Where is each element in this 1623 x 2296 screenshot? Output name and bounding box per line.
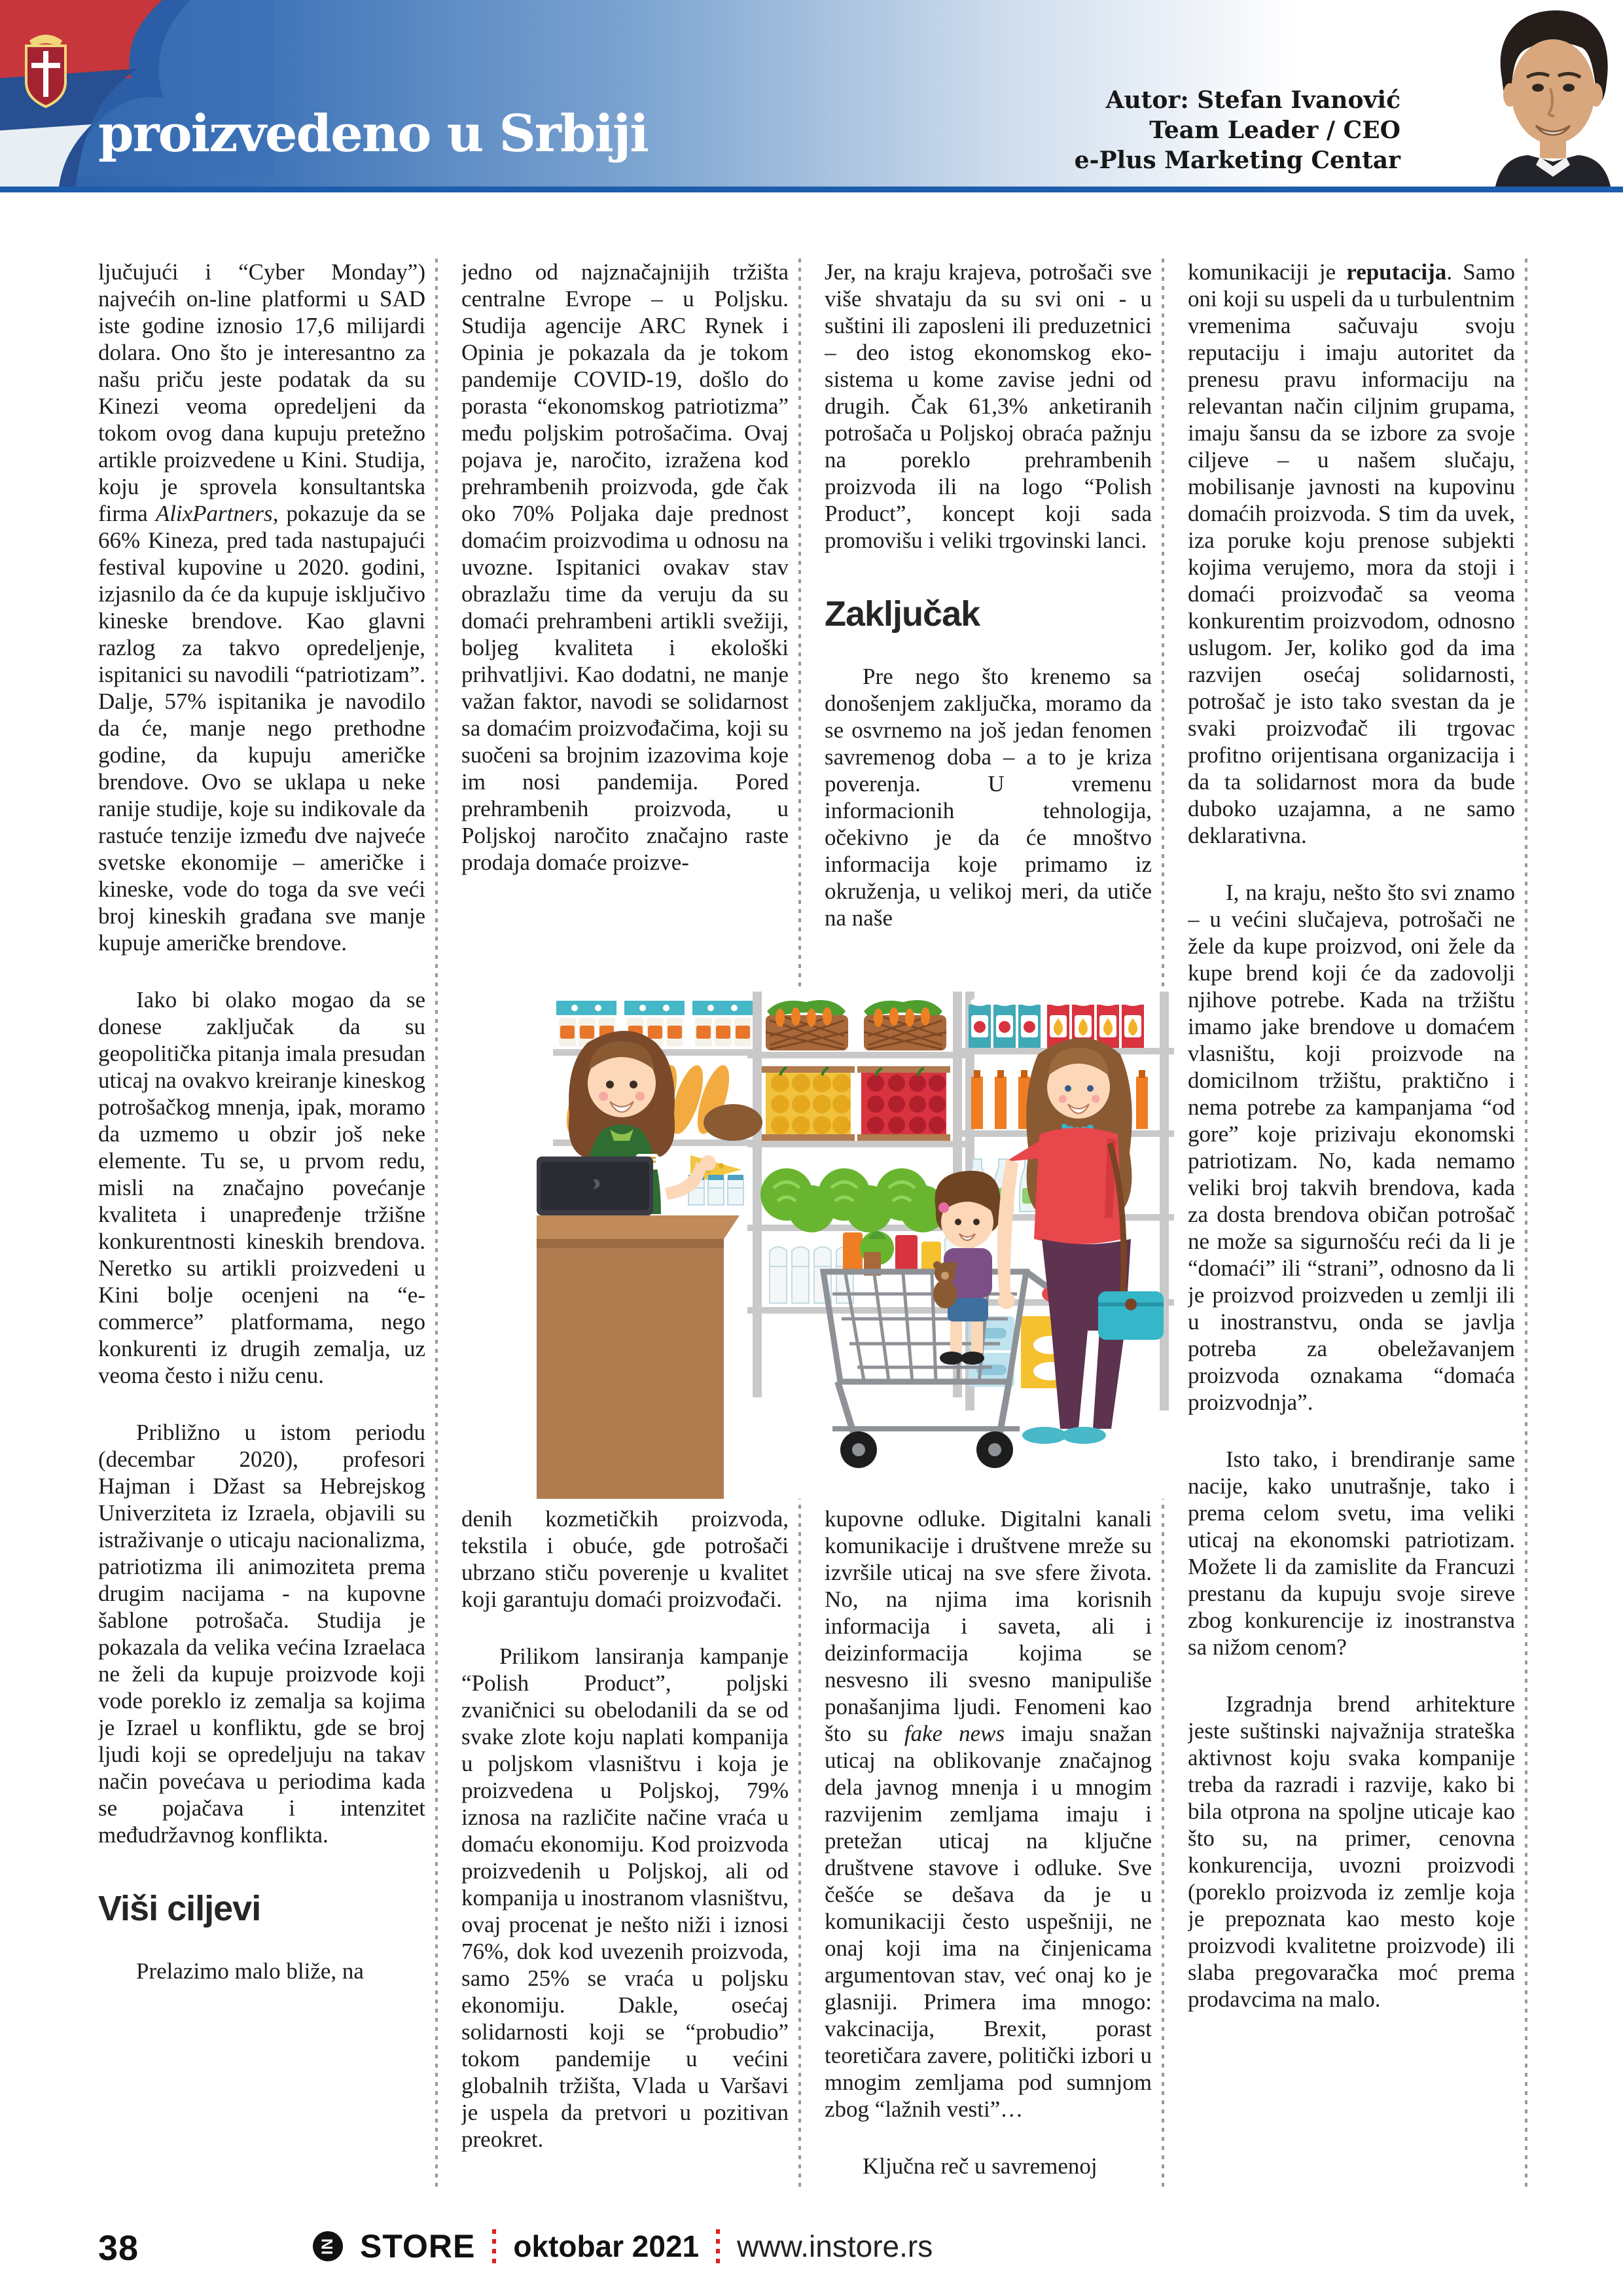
text-column-1 <box>98 259 425 2189</box>
paragraph: Pre nego što krenemo sa donošenjem zaključka, moramo da se osvrnemo na još jedan fenomen savremenog doba – a to je kriza poverenja. U vremenu informacionih tehnologija, očekivno je da će mnoštvo informacija koje primamo iz okruženja, u velikoj meri, da utiče na naše <box>825 663 1152 931</box>
supermarket-illustration <box>537 992 1175 1499</box>
text-column-3-bottom <box>825 1505 1152 2189</box>
paragraph: ljučujući i “Cyber Monday”) najvećih on-line platformi u SAD iste godine iznosio 17,6 milijardi dolara. Ono što je interesantno za našu priču jeste podatak da su Kinezi veoma opredeljeni da tokom ovog dana kupuju pretežno artikle proizvedene u Kini. Studija, koju je sprovela konsultantska firma AlixPartners, pokazuje da se 66% Kineza, pred tada nastupajući festival kupovine u 2020. godini, izjasnilo da će da kupuje isključivo kineske brendove. Kao glavni razlog za takvo opredeljenje, ispitanici su navodili “patriotizam”. Dalje, 57% ispitanika je navodilo da će, manje nego prethodne godine, da kupuju američke brendove. Ovo se uklapa u neke ranije studije, koje su indikovale da rastuće tenzije između dve najveće svetske ekonomije – američke i kineske, vode do toga da sve veći broj kineskih građana sve manje kupuje američke brendove. <box>98 259 425 956</box>
column-divider <box>435 259 438 2189</box>
coat-of-arms <box>26 35 65 107</box>
paragraph: komunikaciji je reputacija. Samo oni koji su uspeli da u turbulentnim vremenima sačuvaju svoju reputaciju i imaju autoritet da prenesu pravu informaciju na relevantan način ciljnim grupama, imaju šansu da se izbore za svoje ciljeve – u našem slučaju, mobilisanje javnosti na kupovinu domaćih proizvoda. S tim da uvek, iza poruke koju prenose subjekti kojima verujemo, mora da stoji i domaći proizvođač sa veoma konkurentim proizvodom, odnosno uslugom. Jer, koliko god da ima razvijen osećaj solidarnosti, potrošač je isto tako svestan da je svaki proizvođač ili trgovac profitno orijentisana organizacija i da ta solidarnost mora da bude duboko uzajamna, a ne samo deklarativna. <box>1188 259 1515 848</box>
footer-dot-separator <box>716 2229 720 2263</box>
author-block <box>1075 85 1400 175</box>
section-heading: Zaključak <box>825 594 980 634</box>
paragraph: Prilikom lansiranja kampanje “Polish Product”, poljski zvaničnici su obelodanili da se od svake zlote koju naplati kompanija u poljskom vlasništvu i koja je proizvedena u Poljskoj, 79% iznosa na različite načine vraća u domaću ekonomiju. Kod proizvoda proizvedenih u Poljskoj, ali od kompanija u inostranom vlasništvu, ovaj procenat je nešto niži i iznosi 76%, dok kod uvezenih proizvoda, samo 25% se vraća u poljsku ekonomiju. Dakle, osećaj solidarnosti koji se “probudio” tokom pandemije u većini globalnih tržišta, Vlada u Varšavi je uspela da pretvori u pozitivan preokret. <box>461 1643 789 2152</box>
section-heading: Viši ciljevi <box>98 1889 261 1928</box>
website-link[interactable]: www.instore.rs <box>737 2229 933 2263</box>
paragraph: I, na kraju, nešto što svi znamo – u većini slučajeva, potrošači ne žele da kupe proizvod, oni žele da kupe brend koji će da zadovolji njihove potrebe. Kada na tržištu imamo jake brendove u domaćem vlasništu, koji proizvode na domicilnom tržištu, praktično i nema potrebe za kampanjama “od gore” koje prizivaju ekonomski patriotizam. No, kada nemamo veliki broj takvih brendova, kada za dosta brendova običan potrošač ne može sa sigurnošću reći da li je “domaći” ili “strani”, odnosno da li je proizvod proizveden u zemlji ili u inostranstvu, onda se javlja potreba za obeležavanjem proizvoda oznakama “domaća proizvodnja”. <box>1188 880 1515 1415</box>
paragraph: Približno u istom periodu (decembar 2020), profesori Hajman i Džast sa Hebrejskog Univerziteta iz Izraela, objavili su istraživanje o uticaju nacionalizma, patriotizma ili animoziteta prema drugim nacijama - na kupovne šablone potrošača. Studija je pokazala da velika većina Izraelaca ne želi da kupuje proizvode koji vode poreklo iz zemalja sa kojima je Izrael u konfliktu, gde se broj ljudi koji se opredeljuju na takav način povećava u periodima kada se pojačava i intenzitet međudržavnog konflikta. <box>98 1420 425 1848</box>
text-column-2-bottom <box>461 1505 789 2189</box>
author-company: e-Plus Marketing Centar <box>1074 147 1400 174</box>
shelf-apple-cartons <box>969 998 1041 1048</box>
paragraph: Ključna reč u savremenoj <box>863 2153 1097 2179</box>
author-role: Team Leader / CEO <box>1149 117 1400 144</box>
page-number: 38 <box>98 2229 139 2268</box>
header-divider-rule <box>0 187 1623 192</box>
teddy-bear <box>933 1261 957 1308</box>
author-portrait <box>1482 0 1623 187</box>
footer-dot-separator <box>492 2229 496 2263</box>
author-name: Autor: Stefan Ivanović <box>1105 86 1400 114</box>
page-footer <box>0 2220 1623 2272</box>
text-column-3-top <box>825 259 1152 992</box>
page-title: proizvedeno u Srbiji <box>98 104 648 164</box>
paragraph: kupovne odluke. Digitalni kanali komunikacije i društvene mreže su izvršile uticaj na sve sfere života. No, na njima ima korisnih informacija i saveta, ali i deizinformacija kojima se nesvesno ili svesno manipuliše ponašanjima ljudi. Fenomeni kao što su fake news imaju snažan uticaj na oblikovanje značajnog dela javnog mnenja i u mnogim razvijenim zemljama imaju i pretežan uticaj na ključne društvene stavove i odluke. Sve češće se dešava da je u komunikaciji često uspešniji, ne onaj koji ima na činjenicama argumentovan stav, već onaj ko je glasniji. Primera ima mnogo: vakcinacija, Brexit, porast teoretičara zavere, politički izbori u mnogim zemljama pod sumnjom zbog “lažnih vesti”… <box>825 1506 1152 2122</box>
paragraph: Isto tako, i brendiranje same nacije, kako unutrašnje, tako i prema celom svetu, ima veliki uticaj na ekonomski patriotizam. Možete li da zamislite da Francuzi prestanu da kupuju svoje sireve zbog konkurencije iz inostranstva sa nižom cenom? <box>1188 1446 1515 1660</box>
paragraph: denih kozmetičkih proizvoda, tekstila i obuće, gde potrošači ubrzano stiču poverenje u kvalitet koji garantuju domaći proizvođači. <box>461 1506 789 1612</box>
instore-logo-icon: IN <box>313 2231 343 2261</box>
shelf-yogurt-row <box>556 1001 753 1047</box>
paragraph: Izgradnja brend arhitekture jeste suštinski najvažnija strateška aktivnost koju svaka kompanije treba da razradi i razvije, kako bi bila otprona na spoljne uticaje kao što su, na primer, cenovna konkurencija, uvozni proizvodi (poreklo proizvoda iz zemlje koja je prepoznata kao mesto koje proizvodi kvalitetne proizvode) ili slaba pregovaračka moć prema prodavcima na malo. <box>1188 1691 1515 2012</box>
paragraph: Prelazimo malo bliže, na <box>136 1958 364 1984</box>
paragraph: Jer, na kraju krajeva, potrošači sve više shvataju da su svi oni - u suštini ili zaposleni ili preduzetnici – deo istog ekonomskog eko-sistema u kome zavise jedni od drugih. Čak 61,3% anketiranih potrošača u Poljskoj obraća pažnju na poreklo prehrambenih proizvoda ili na logo “Polish Product”, koncept koji sada promovišu i veliki trgovinski lanci. <box>825 259 1152 553</box>
store-wordmark: STORE <box>360 2228 476 2265</box>
text-column-2-top <box>461 259 789 992</box>
paragraph: Iako bi olako mogao da se donese zaključak da su geopolitička pitanja imala presudan uticaj na ovakvo kreiranje kineskog potrošačkog mnenja, ipak, moramo da uzmemo u obzir još neke elemente. Tu se, u prvom redu, misli na značajno povećanje kvaliteta i unapređenje tržišne konkurentnosti kineskih brendova. Neretko su artikli proizvedeni u Kini bolje ocenjeni na “e-commerce” platformama, nego konkurenti iz drugih zemalja, uz veoma često i nižu cenu. <box>98 987 425 1388</box>
page-header <box>0 0 1623 187</box>
paragraph: jedno od najznačajnijih tržišta centralne Evrope – u Poljsku. Studija agencije ARC Rynek i Opinia je pokazala da je tokom pandemije COVID-19, došlo do porasta “ekonomskog patriotizma” među poljskim potrošačima. Ovaj pojava je, naročito, izražena kod prehrambenih proizvoda, gde čak oko 70% Poljaka daje prednost domaćim proizvodima u odnosu na uvozne. Ispitanici ovakav stav obrazlažu time da veruju da su domaći prehrambeni artikli svežiji, boljeg kvaliteta i ekološki prihvatljivi. Kao dodatni, ne manje važan faktor, navodi se solidarnost sa domaćim proizvođačima, koji su suočeni sa brojnim izazovima koje im nosi pandemija. Pored prehrambenih proizvoda, u Poljskoj naročito značajno raste prodaja domaće proizve- <box>461 259 789 875</box>
column-divider <box>1525 259 1527 2189</box>
text-column-4 <box>1188 259 1515 2189</box>
issue-date: oktobar 2021 <box>513 2229 700 2263</box>
footer-brand <box>313 2220 933 2272</box>
